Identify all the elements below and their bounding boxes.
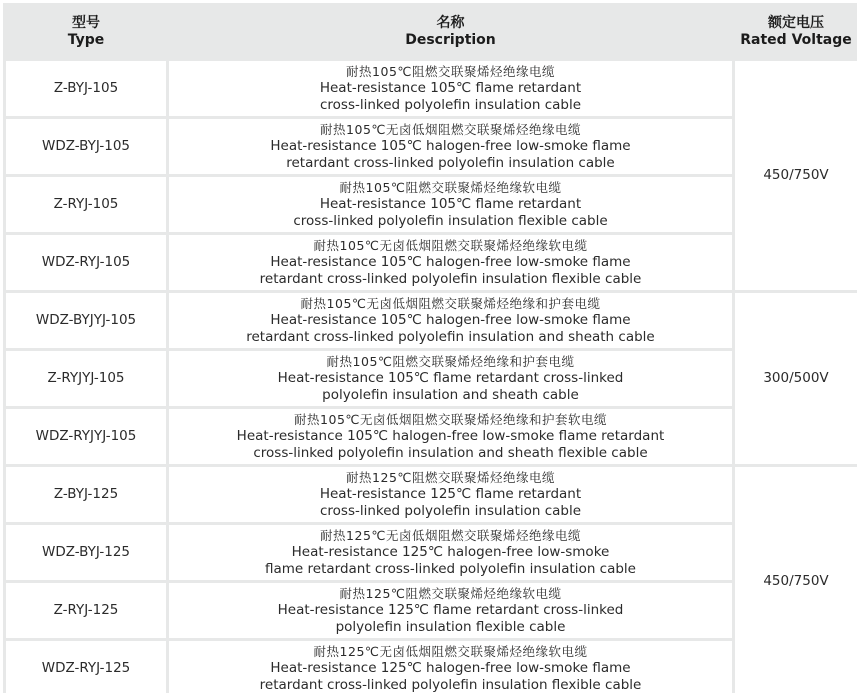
- description-cell: [169, 409, 732, 464]
- table-row: [6, 61, 857, 116]
- table-row: [6, 293, 857, 348]
- description-zh: 耐热105℃无卤低烟阻燃交联聚烯烃绝缘和护套软电缆: [294, 412, 607, 427]
- description-en-line: cross-linked polyolefin insulation cable: [319, 97, 582, 113]
- description-cell: [169, 293, 732, 348]
- table-row: [6, 119, 857, 174]
- description-zh: 耐热105℃阻燃交联聚烯烃绝缘电缆: [346, 64, 555, 79]
- voltage-cell: 450/750V: [735, 61, 857, 290]
- description-en-line: Heat-resistance 125℃ flame retardant cross-linked: [277, 602, 624, 618]
- description-zh: 耐热125℃阻燃交联聚烯烃绝缘软电缆: [339, 586, 562, 601]
- header-voltage-en: Rated Voltage: [740, 32, 852, 48]
- description-cell: [169, 641, 732, 696]
- description-zh: 耐热125℃无卤低烟阻燃交联聚烯烃绝缘软电缆: [313, 644, 588, 659]
- type-cell: Z-RYJ-125: [6, 583, 166, 638]
- voltage-cell: 300/500V: [735, 293, 857, 464]
- description-en-line: Heat-resistance 125℃ halogen-free low-smoke flame: [270, 660, 631, 676]
- type-cell: Z-BYJ-105: [6, 61, 166, 116]
- table-row: [6, 409, 857, 464]
- type-cell: WDZ-RYJ-105: [6, 235, 166, 290]
- table-row: [6, 235, 857, 290]
- description-zh: 耐热105℃阻燃交联聚烯烃绝缘软电缆: [339, 180, 562, 195]
- description-en-line: polyolefin insulation flexible cable: [335, 619, 566, 635]
- description-en-line: Heat-resistance 125℃ halogen-free low-smoke: [291, 544, 610, 560]
- type-cell: WDZ-BYJ-105: [6, 119, 166, 174]
- description-en-line: Heat-resistance 125℃ flame retardant: [319, 486, 582, 502]
- description-cell: [169, 583, 732, 638]
- table-row: [6, 525, 857, 580]
- header-description-en: Description: [405, 32, 496, 48]
- description-en-line: retardant cross-linked polyolefin insulation cable: [286, 155, 615, 171]
- description-en-line: Heat-resistance 105℃ halogen-free low-smoke flame retardant: [236, 428, 665, 444]
- description-en-line: Heat-resistance 105℃ halogen-free low-smoke flame: [270, 254, 631, 270]
- type-cell: WDZ-RYJYJ-105: [6, 409, 166, 464]
- description-en-line: Heat-resistance 105℃ flame retardant: [319, 80, 582, 96]
- voltage-cell: 450/750V: [735, 467, 857, 696]
- table-row: [6, 177, 857, 232]
- description-en-line: Heat-resistance 105℃ halogen-free low-smoke flame: [270, 138, 631, 154]
- description-cell: [169, 235, 732, 290]
- header-voltage-zh: 额定电压: [768, 15, 824, 31]
- description-zh: 耐热105℃无卤低烟阻燃交联聚烯烃绝缘软电缆: [313, 238, 588, 253]
- header-row: [6, 6, 857, 58]
- description-cell: [169, 525, 732, 580]
- cable-spec-table: [3, 3, 860, 699]
- table-row: [6, 351, 857, 406]
- description-en-line: Heat-resistance 105℃ halogen-free low-smoke flame: [270, 312, 631, 328]
- header-type: [6, 6, 166, 58]
- description-en-line: Heat-resistance 105℃ flame retardant: [319, 196, 582, 212]
- description-zh: 耐热105℃无卤低烟阻燃交联聚烯烃绝缘电缆: [320, 122, 581, 137]
- description-en-line: polyolefin insulation and sheath cable: [322, 387, 579, 403]
- type-cell: WDZ-BYJYJ-105: [6, 293, 166, 348]
- header-description-zh: 名称: [436, 15, 465, 31]
- description-en-line: cross-linked polyolefin insulation flexible cable: [293, 213, 608, 229]
- description-en-line: Heat-resistance 105℃ flame retardant cross-linked: [277, 370, 624, 386]
- description-cell: [169, 119, 732, 174]
- description-zh: 耐热125℃无卤低烟阻燃交联聚烯烃绝缘电缆: [320, 528, 581, 543]
- description-zh: 耐热125℃阻燃交联聚烯烃绝缘电缆: [346, 470, 555, 485]
- description-en-line: retardant cross-linked polyolefin insulation flexible cable: [259, 271, 642, 287]
- description-zh: 耐热105℃无卤低烟阻燃交联聚烯烃绝缘和护套电缆: [300, 296, 601, 311]
- header-type-zh: 型号: [72, 15, 100, 31]
- description-cell: [169, 61, 732, 116]
- description-cell: [169, 351, 732, 406]
- header-description: [169, 6, 732, 58]
- description-cell: [169, 467, 732, 522]
- type-cell: WDZ-RYJ-125: [6, 641, 166, 696]
- header-voltage: [735, 6, 857, 58]
- table-row: [6, 583, 857, 638]
- description-en-line: cross-linked polyolefin insulation cable: [319, 503, 582, 519]
- type-cell: Z-RYJYJ-105: [6, 351, 166, 406]
- description-en-line: retardant cross-linked polyolefin insulation and sheath cable: [246, 329, 655, 345]
- description-cell: [169, 177, 732, 232]
- description-en-line: retardant cross-linked polyolefin insulation flexible cable: [259, 677, 642, 693]
- type-cell: WDZ-BYJ-125: [6, 525, 166, 580]
- description-en-line: flame retardant cross-linked polyolefin insulation cable: [264, 561, 636, 577]
- description-zh: 耐热105℃阻燃交联聚烯烃绝缘和护套电缆: [326, 354, 575, 369]
- table-row: [6, 641, 857, 696]
- type-cell: Z-BYJ-125: [6, 467, 166, 522]
- type-cell: Z-RYJ-105: [6, 177, 166, 232]
- description-en-line: cross-linked polyolefin insulation and sheath flexible cable: [253, 445, 648, 461]
- table-row: [6, 467, 857, 522]
- header-type-en: Type: [67, 32, 105, 48]
